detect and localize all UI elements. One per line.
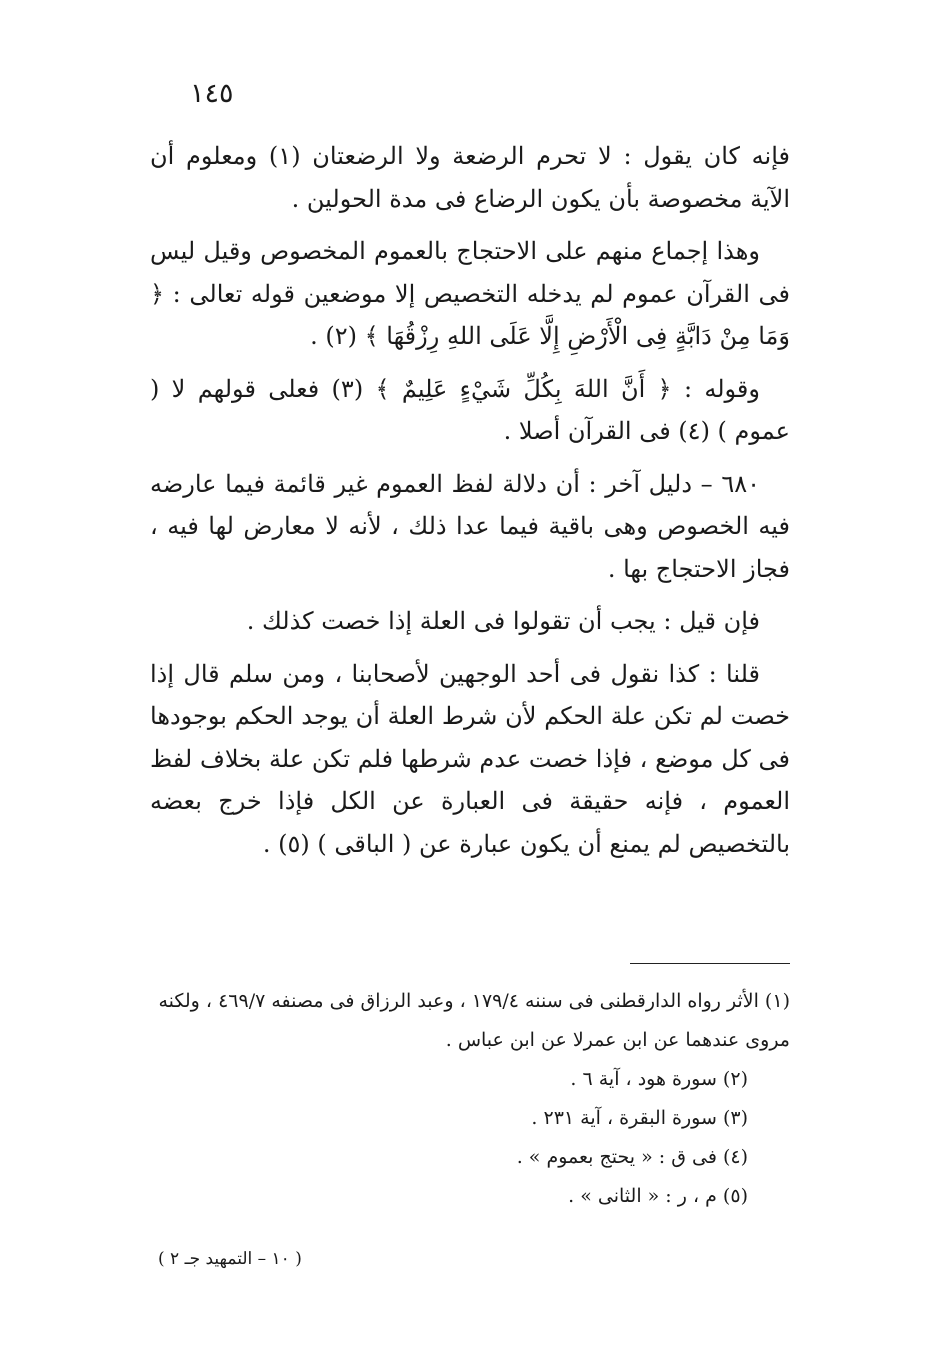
footnote: (٢) سورة هود ، آية ٦ . bbox=[570, 1068, 748, 1090]
main-text bbox=[150, 135, 790, 865]
footnote: (١) الأثر رواه الدارقطنى فى سننه ١٧٩/٤ ، وعبد الرزاق فى مصنفه ٤٦٩/٧ ، ولكنه مروى عندهما عن ابن عمرلا عن ابن عباس . bbox=[158, 990, 790, 1051]
paragraph: وقوله : ﴿ أَنَّ اللهَ بِكُلِّ شَيْءٍ عَلِيمٌ ﴾ (٣) فعلى قولهم لا ( عموم ) (٤) فى القرآن أصلا . bbox=[150, 374, 790, 445]
footnote: (٤) فى ق : « يحتج بعموم » . bbox=[516, 1146, 748, 1168]
footnote-divider bbox=[630, 963, 790, 964]
footnotes bbox=[150, 982, 790, 1216]
footnote: (٥) م ، ر : « الثانى » . bbox=[568, 1185, 748, 1207]
paragraph: وهذا إجماع منهم على الاحتجاج بالعموم المخصوص وقيل ليس فى القرآن عموم لم يدخله التخصيص إلا موضعين قوله تعالى : ﴿ وَمَا مِنْ دَابَّةٍ فِى الْأَرْضِ إِلَّا عَلَى اللهِ رِزْقُهَا ﴾ (٢) . bbox=[150, 237, 790, 350]
paragraph: قلنا : كذا نقول فى أحد الوجهين لأصحابنا ، ومن سلم قال إذا خصت لم تكن علة الحكم لأن شرط العلة أن يوجد الحكم بوجودها فى كل موضع ، فإذا خصت عدم شرطها فلم تكن علة بخلاف لفظ العموم ، فإنه حقيقة فى العبارة عن الكل فإذا خرج بعضه بالتخصيص لم يمنع أن يكون عبارة عن ( الباقى ) (٥) . bbox=[150, 659, 790, 858]
paragraph: ٦٨٠ – دليل آخر : أن دلالة لفظ العموم غير قائمة فيما عارضه فيه الخصوص وهى باقية فيما عدا ذلك ، لأنه لا معارض لها فيه ، فجاز الاحتجاج بها . bbox=[150, 469, 790, 583]
page-number: ١٤٥ bbox=[190, 78, 234, 109]
paragraph: فإن قيل : يجب أن تقولوا فى العلة إذا خصت كذلك . bbox=[246, 607, 760, 635]
paragraph: فإنه كان يقول : لا تحرم الرضعة ولا الرضعتان (١) ومعلوم أن الآية مخصوصة بأن يكون الرضاع فى مدة الحولين . bbox=[150, 142, 790, 213]
signature-line: ( ١٠ – التمهيد جـ ٢ ) bbox=[158, 1249, 302, 1269]
footnote: (٣) سورة البقرة ، آية ٢٣١ . bbox=[531, 1107, 748, 1129]
